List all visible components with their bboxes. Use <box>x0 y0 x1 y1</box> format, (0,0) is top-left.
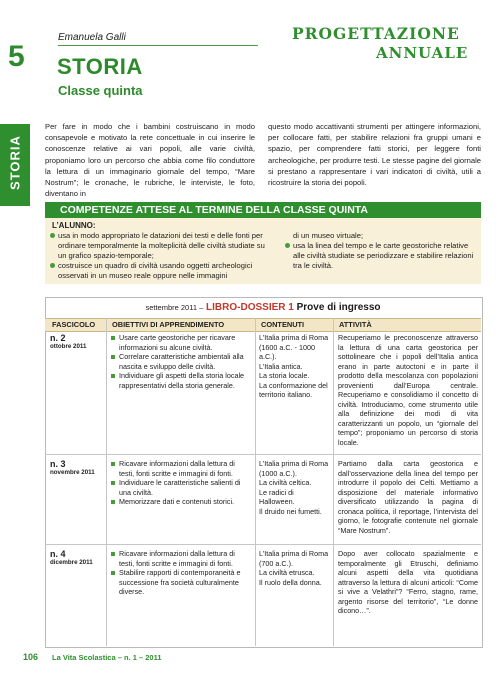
issue-number: n. 2 <box>50 333 66 343</box>
competenze-right-column <box>285 231 477 271</box>
competenze-continuation: di un museo virtuale; <box>293 231 364 240</box>
table-caption: settembre 2011 – LIBRO-DOSSIER 1 Prove di ingresso <box>145 302 381 313</box>
author-name: Emanuela Galli <box>58 32 126 43</box>
column-divider <box>333 318 334 646</box>
activities-cell: Dopo aver collocato spazialmente e temporalmente gli Etruschi, definiamo alcuni aspetti della vita quotidiana attraverso la lettura di alcuni articoli: “Come si vive a Velathri”? “Ferro, stagno, rame, argento risorse del territorio”, “Le donne dicono…”. <box>338 549 478 615</box>
contents-cell: L’Italia prima di Roma (700 a.C.). La civiltà etrusca. Il ruolo della donna. <box>259 549 329 587</box>
column-divider <box>255 318 256 646</box>
section-title-line2: ANNUALE <box>376 44 469 62</box>
table-row <box>50 549 93 566</box>
side-tab-label: STORIA <box>7 135 23 190</box>
issue-number: n. 4 <box>50 549 66 559</box>
objective-item: Individuare le caratteristiche salienti di una civiltà. <box>110 478 252 497</box>
bullet-icon <box>50 233 55 238</box>
competenze-item: costruisce un quadro di civiltà usando oggetti archeologici osservati in un museo reale oppure nelle immagini <box>50 261 272 281</box>
column-header-contenuti: CONTENUTI <box>261 320 305 329</box>
row-divider <box>45 544 481 545</box>
dossier-title: LIBRO-DOSSIER 1 <box>206 302 294 313</box>
column-divider <box>106 318 107 646</box>
objective-item: Ricavare informazioni dalla lettura di testi, fonti scritte e immagini di fonti. <box>110 549 252 568</box>
table-row <box>50 459 95 476</box>
intro-paragraph-left: Per fare in modo che i bambini costruiscano in modo consapevole e motivato la rete concettuale in cui inserire le conoscenze relative ai vari popoli, alle varie civiltà, proponiamo loro un percorso che abbia come filo conduttore la lettura di un immaginario giornale del tempo, “Mare Nostrum”; le cronache, le rubriche, le interviste, le foto, diventano in <box>45 122 255 199</box>
intro-paragraph-right: questo modo accattivanti strumenti per attingere informazioni, per collocare fatti, per stabilire relazioni fra gruppi umani e spazio, per comprendere fatti storici, per leggere fonti archeologiche, per produrre testi. Le stesse pagine del giornale si prestano a rappresentare i vari indicatori di civiltà, utili a ricostruire la storia dei popoli. <box>268 122 481 188</box>
row-divider <box>45 454 481 455</box>
objectives-cell <box>110 459 252 507</box>
competenze-title: COMPETENZE ATTESE AL TERMINE DELLA CLASSE QUINTA <box>60 204 369 216</box>
competenze-left-column <box>50 231 272 281</box>
magazine-issue: La Vita Scolastica – n. 1 – 2011 <box>52 653 162 662</box>
competenze-item: usa la linea del tempo e le carte geostoriche relative alle civiltà studiate se periodizzare e stabilire relazioni tra le civiltà. <box>285 241 477 271</box>
objective-item: Memorizzare dati e contenuti storici. <box>110 497 252 507</box>
column-header-fascicolo: FASCICOLO <box>52 320 96 329</box>
objectives-cell <box>110 333 252 390</box>
page-title: STORIA <box>57 54 143 79</box>
competenze-lead: L’ALUNNO: <box>52 221 96 230</box>
objective-item: Correlare caratteristiche ambientali alla nascita e sviluppo delle civiltà. <box>110 352 252 371</box>
contents-cell: L’Italia prima di Roma (1000 a.C.). La civiltà celtica. Le radici di Halloween. Il druido nei fumetti. <box>259 459 329 516</box>
issue-date: ottobre 2011 <box>50 343 87 350</box>
objective-item: Ricavare informazioni dalla lettura di testi, fonti scritte e immagini di fonti. <box>110 459 252 478</box>
objectives-cell <box>110 549 252 597</box>
section-title-line1: PROGETTAZIONE <box>292 24 460 43</box>
page-subtitle: Classe quinta <box>58 83 143 98</box>
column-header-obiettivi: OBIETTIVI DI APPRENDIMENTO <box>112 320 225 329</box>
issue-date: novembre 2011 <box>50 469 95 476</box>
objective-item: Usare carte geostoriche per ricavare informazioni su alcune civiltà. <box>110 333 252 352</box>
activities-cell: Partiamo dalla carta geostorica e dall’osservazione della linea del tempo per introdurre il popolo dei Celti. Mettiamo a disposizione del materiale informativo diversificato utilizzando la pagina di cronaca politica, il reportage, l’intervista del giorno, le fotografie contenute nel giornale “Mare Nostrum”. <box>338 459 478 535</box>
objective-item: Stabilire rapporti di contemporaneità e successione fra società culturalmente diverse. <box>110 568 252 597</box>
page-number: 106 <box>23 652 39 662</box>
column-header-attivita: ATTIVITÀ <box>339 320 372 329</box>
objective-item: Individuare gli aspetti della storia locale rappresentativi della storia generale. <box>110 371 252 390</box>
competenze-item: usa in modo appropriato le datazioni dei testi e delle fonti per ordinare temporalmente la molteplicità delle civiltà studiate su un grafico spazio-temporale; <box>50 231 272 261</box>
contents-cell: L’Italia prima di Roma (1600 a.C. - 1000 a.C.). L’Italia antica. La storia locale. La conformazione del territorio italiano. <box>259 333 329 399</box>
issue-date: dicembre 2011 <box>50 559 93 566</box>
issue-number: n. 3 <box>50 459 66 469</box>
header-rule <box>58 45 258 46</box>
activities-cell: Recuperiamo le preconoscenze attraverso la lettura di una carta geostorica per sottolineare che i popoli dell’Italia antica erano in parte autoctoni e in parte il prodotto della mescolanza con popolazioni provenienti dall’Europa centrale. Recuperiamo e consolidiamo il concetto di civiltà. Introduciamo, come strumento utile alla definizione dei modi di vita caratterizzanti un popolo, un “giornale del tempo”; proponiamo un percorso di storia locale. <box>338 333 478 447</box>
bullet-icon <box>285 243 290 248</box>
table-row <box>50 333 86 350</box>
bullet-icon <box>50 263 55 268</box>
unit-number: 5 <box>8 40 25 73</box>
